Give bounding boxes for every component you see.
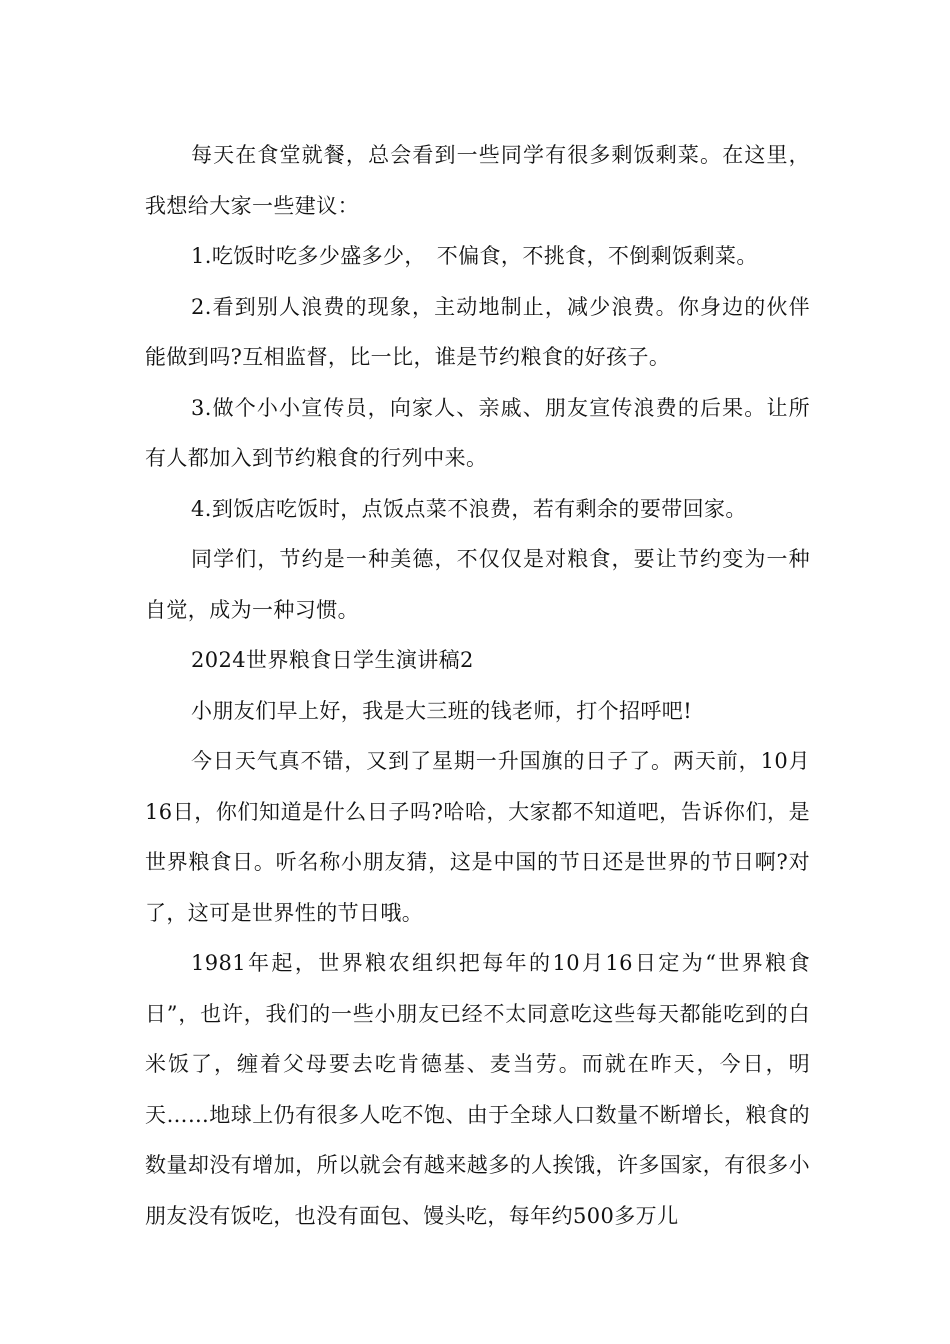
section-title: 2024世界粮食日学生演讲稿2: [191, 648, 474, 672]
paragraph-today: 今日天气真不错，又到了星期一升国旗的日子了。两天前，10月16日，你们知道是什么日子吗?哈哈，大家都不知道吧，告诉你们，是世界粮食日。听名称小朋友猜，这是中国的节日还是世界的节日啊?对了，这可是世界性的节日哦。: [145, 749, 810, 925]
paragraph-intro: 每天在食堂就餐，总会看到一些同学有很多剩饭剩菜。在这里，我想给大家一些建议：: [145, 143, 810, 218]
list-item-1: 1.吃饭时吃多少盛多少， 不偏食，不挑食，不倒剩饭剩菜。: [191, 244, 758, 268]
list-item-2: 2.看到别人浪费的现象，主动地制止，减少浪费。你身边的伙伴能做到吗?互相监督，比一比，谁是节约粮食的好孩子。: [145, 294, 810, 369]
paragraph-greeting: 小朋友们早上好，我是大三班的钱老师，打个招呼吧!: [191, 698, 693, 723]
list-item-3: 3.做个小小宣传员，向家人、亲戚、朋友宣传浪费的后果。让所有人都加入到节约粮食的行列中来。: [145, 395, 810, 470]
list-item-4: 4.到饭店吃饭时，点饭点菜不浪费，若有剩余的要带回家。: [191, 496, 747, 521]
paragraph-history: 1981年起，世界粮农组织把每年的10月16日定为“世界粮食日”，也许，我们的一些小朋友已经不太同意吃这些每天都能吃到的白米饭了，缠着父母要去吃肯德基、麦当劳。而就在昨天，今日，明天……地球上仍有很多人吃不饱、由于全球人口数量不断增长，粮食的数量却没有增加，所以就会有越来越多的人挨饿，许多国家，有很多小朋友没有饭吃，也没有面包、馒头吃，每年约500多万儿: [145, 951, 810, 1228]
document-body: [145, 130, 810, 1241]
paragraph-closing: 同学们，节约是一种美德，不仅仅是对粮食，要让节约变为一种自觉，成为一种习惯。: [145, 547, 810, 622]
